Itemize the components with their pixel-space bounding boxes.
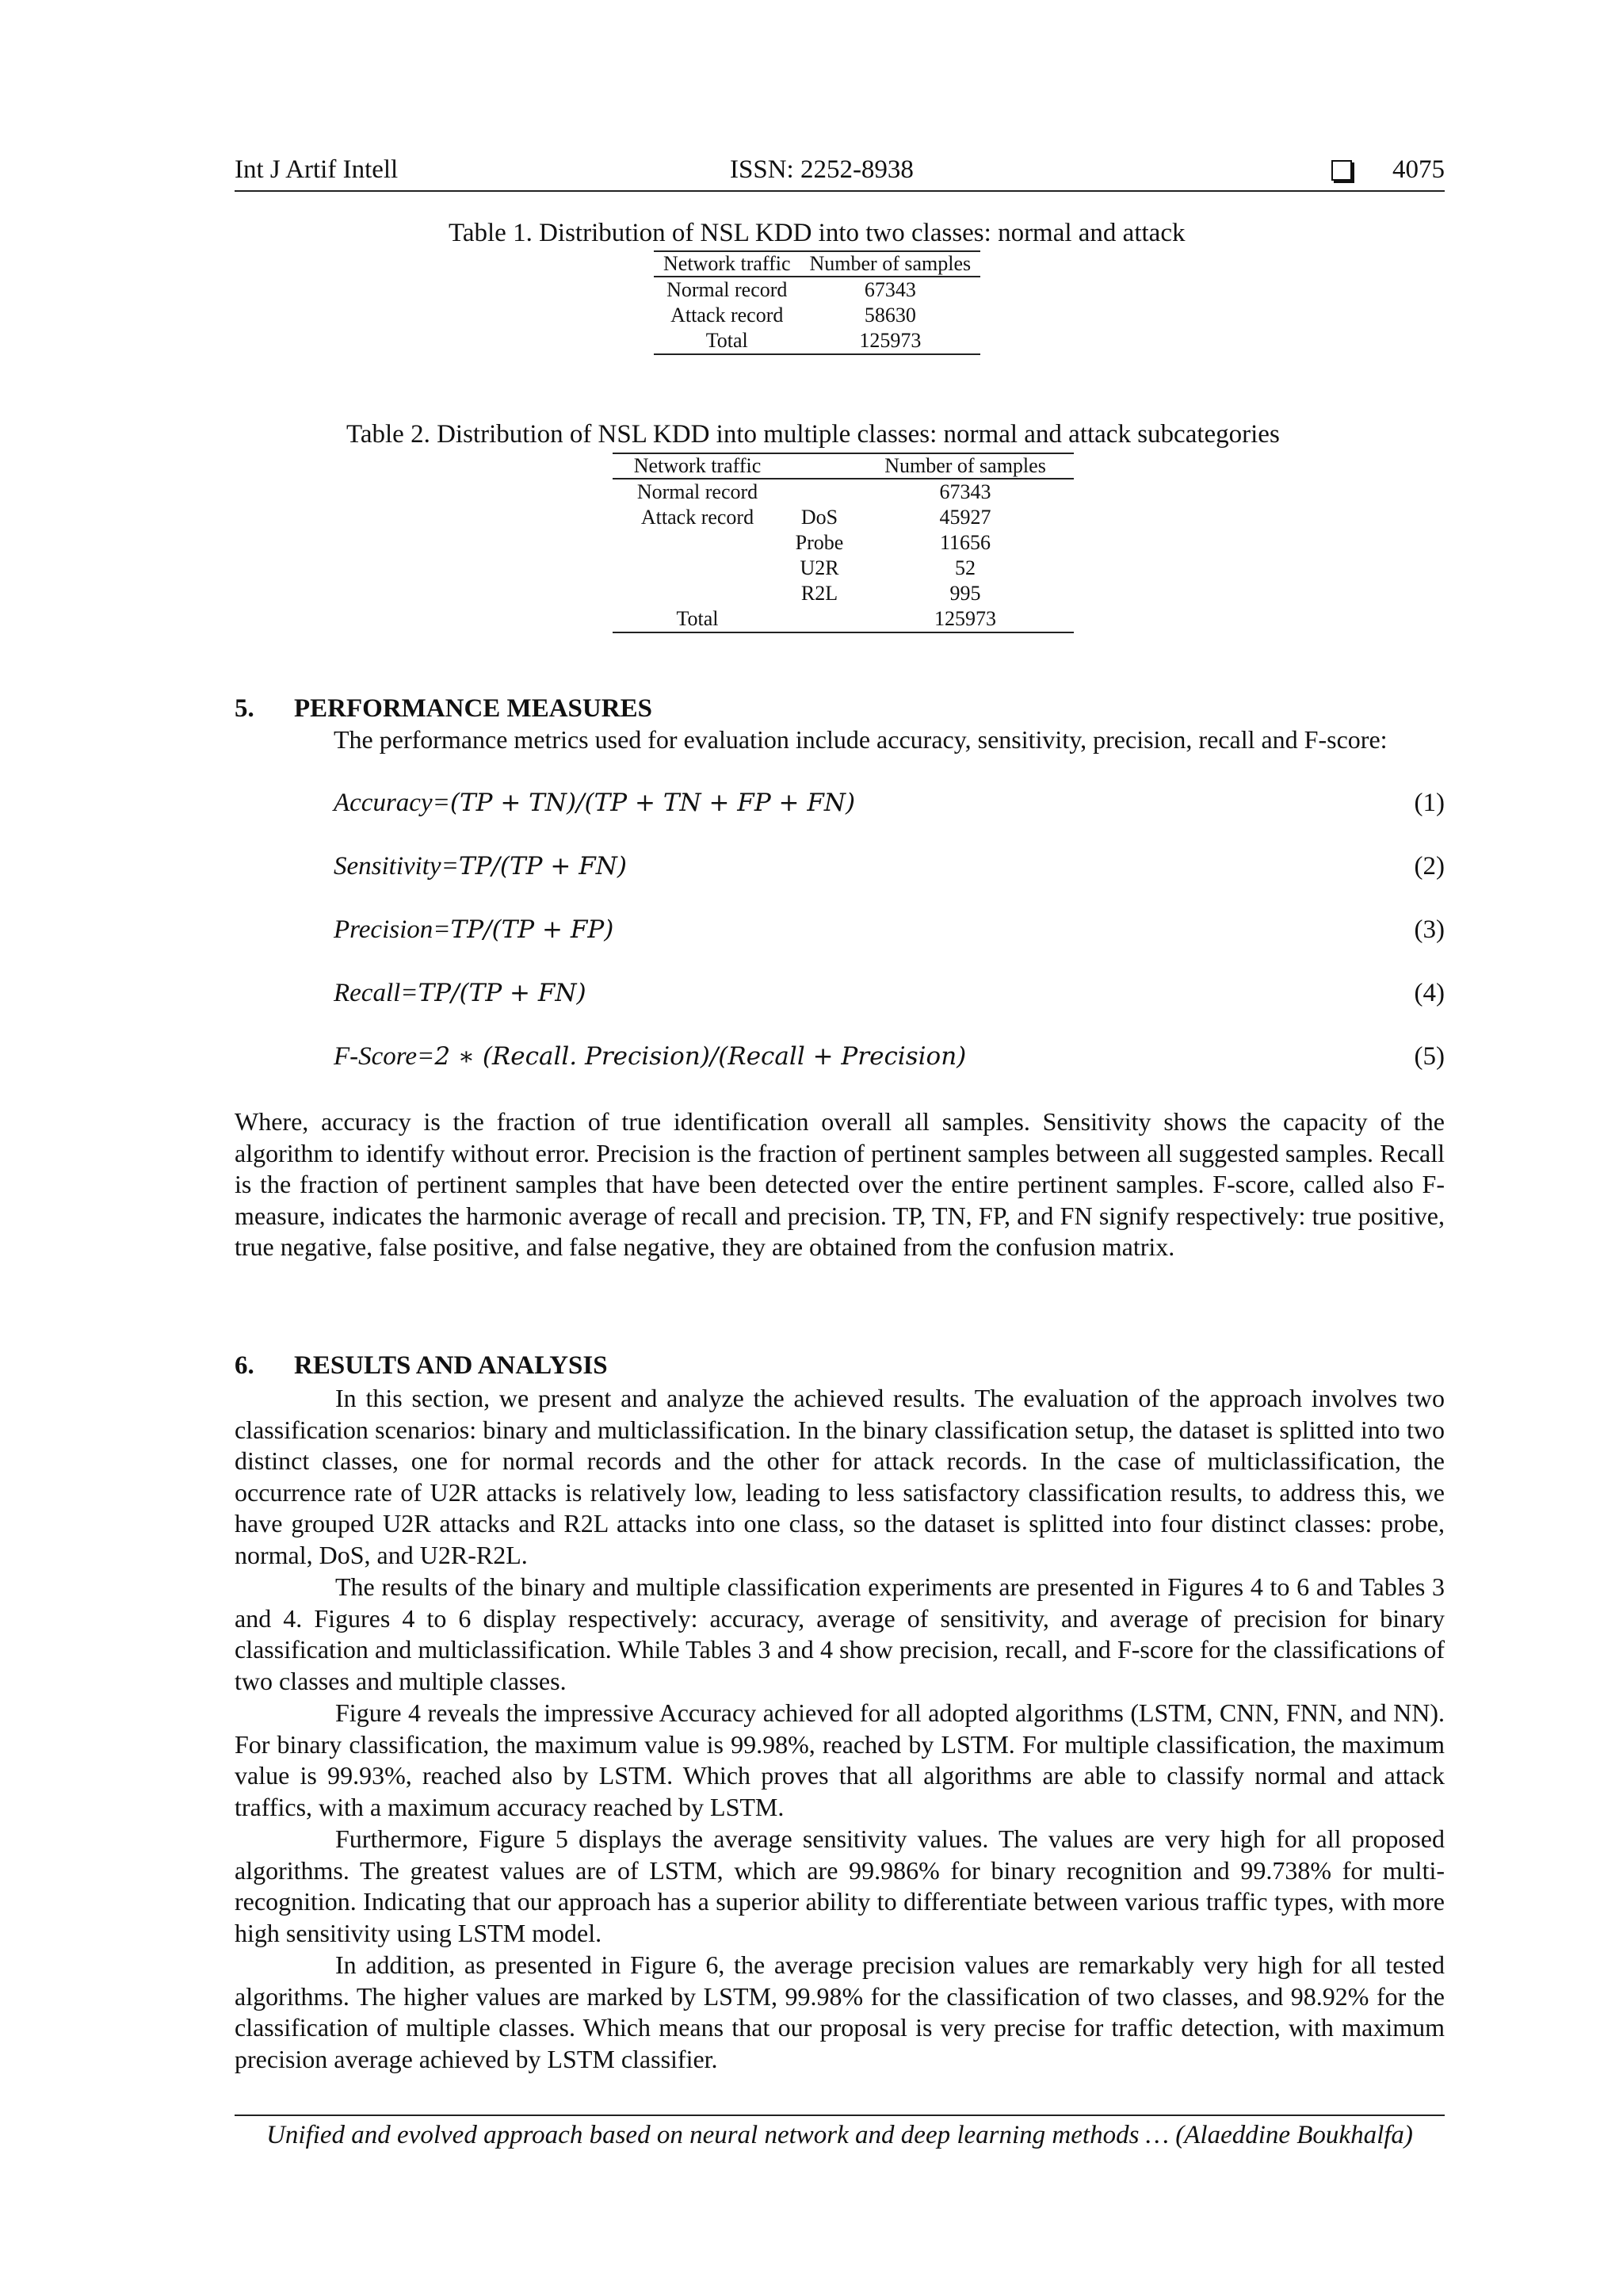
table-cell bbox=[613, 556, 782, 581]
section-title: PERFORMANCE MEASURES bbox=[294, 694, 652, 723]
table-row bbox=[613, 530, 1074, 556]
equation-lhs: Sensitivity= bbox=[334, 852, 459, 881]
table-cell: 52 bbox=[955, 556, 976, 579]
table-cell bbox=[613, 581, 782, 606]
column-header bbox=[782, 453, 857, 479]
table-cell: Total bbox=[654, 328, 800, 354]
table-cell: Normal record bbox=[666, 278, 788, 301]
section-title: RESULTS AND ANALYSIS bbox=[294, 1351, 608, 1380]
table1-caption: Table 1. Distribution of NSL KDD into two classes: normal and attack bbox=[449, 219, 1186, 247]
table-row bbox=[654, 328, 980, 354]
table-row bbox=[654, 303, 980, 328]
equation-2 bbox=[334, 852, 1445, 887]
table-cell: 125973 bbox=[857, 606, 1074, 632]
equation-5 bbox=[334, 1042, 1445, 1077]
table-cell: 995 bbox=[949, 582, 981, 605]
equation-1 bbox=[334, 789, 1445, 823]
equation-rhs: TP/(TP + FN) bbox=[458, 852, 627, 881]
equation-rhs: (TP + TN)/(TP + TN + FP + FN) bbox=[449, 789, 856, 817]
equation-number: (5) bbox=[1414, 1042, 1445, 1071]
equation-lhs: Recall= bbox=[334, 979, 418, 1007]
section5-explanation: Where, accuracy is the fraction of true identification overall all samples. Sensitivity shows the capacity of the algorithm to identify without error. Precision is the fraction of pertinent samples between all suggested samples. Recall is the fraction of pertinent samples that have been detected over the entire pertinent samples. F-score, called also F-measure, indicates the harmonic average of recall and precision. TP, TN, FP, and FN signify respectively: true positive, true negative, false positive, and false negative, they are obtained from the confusion matrix. bbox=[235, 1107, 1445, 1262]
table-cell: 67343 bbox=[864, 278, 916, 301]
table-row bbox=[613, 581, 1074, 606]
table-header-row bbox=[654, 251, 980, 277]
section5-intro: The performance metrics used for evaluation include accuracy, sensitivity, precision, recall and F-score: bbox=[334, 725, 1388, 754]
section6-paragraph-4: Furthermore, Figure 5 displays the average sensitivity values. The values are very high for all proposed algorithms. The greatest values are of LSTM, which are 99.986% for binary recognition and 99.738% for multi-recognition. Indicating that our approach has a superior ability to differentiate between various traffic types, with more high sensitivity using LSTM model. bbox=[235, 1824, 1445, 1947]
table-cell: 58630 bbox=[864, 304, 916, 327]
journal-name: Int J Artif Intell bbox=[235, 155, 399, 184]
column-header: Number of samples bbox=[857, 453, 1074, 479]
table-row bbox=[613, 556, 1074, 581]
equation-number: (2) bbox=[1414, 852, 1445, 881]
equation-lhs: Accuracy= bbox=[334, 789, 450, 817]
issn: ISSN: 2252-8938 bbox=[730, 155, 914, 184]
section6-paragraph-5: In addition, as presented in Figure 6, the average precision values are remarkably very high for all tested algorithms. The higher values are marked by LSTM, 99.98% for the classification of two classes, and 98.92% for the classification of multiple classes. Which means that our proposal is very precise for traffic detection, with maximum precision average achieved by LSTM classifier. bbox=[235, 1950, 1445, 2073]
table-cell: R2L bbox=[800, 582, 838, 605]
table-cell: 125973 bbox=[800, 328, 981, 354]
table-row bbox=[613, 479, 1074, 505]
section-number: 6. bbox=[235, 1351, 254, 1380]
equation-4 bbox=[334, 979, 1445, 1014]
table-cell: Probe bbox=[795, 531, 844, 554]
equation-rhs: 2 ∗ (Recall. Precision)/(Recall + Precision) bbox=[434, 1042, 967, 1071]
table-cell: DoS bbox=[800, 506, 838, 529]
equation-number: (3) bbox=[1414, 915, 1445, 944]
equation-number: (4) bbox=[1414, 979, 1445, 1007]
table-cell: Attack record bbox=[670, 304, 784, 327]
running-header bbox=[235, 155, 1445, 192]
section6-paragraph-1: In this section, we present and analyze the achieved results. The evaluation of the approach involves two classification scenarios: binary and multiclassification. In the binary classification setup, the dataset is splitted into two distinct classes, one for normal records and the other for attack records. In the case of multiclassification, the occurrence rate of U2R attacks is relatively low, leading to less satisfactory classification results, to address this, we have grouped U2R attacks and R2L attacks into one class, so the dataset is splitted into four distinct classes: probe, normal, DoS, and U2R-R2L. bbox=[235, 1384, 1445, 1569]
section6-heading bbox=[235, 1351, 608, 1381]
table-cell: U2R bbox=[800, 556, 839, 579]
table-cell: 45927 bbox=[939, 506, 991, 529]
column-header: Number of samples bbox=[800, 251, 981, 277]
table-row bbox=[613, 606, 1074, 632]
table2 bbox=[613, 453, 1074, 633]
equation-rhs: TP/(TP + FP) bbox=[450, 915, 614, 944]
table-cell bbox=[782, 479, 857, 505]
table-cell: Attack record bbox=[640, 506, 754, 529]
square-icon bbox=[1331, 160, 1352, 181]
equation-rhs: TP/(TP + FN) bbox=[418, 979, 586, 1007]
table2-caption: Table 2. Distribution of NSL KDD into multiple classes: normal and attack subcategories bbox=[346, 420, 1280, 449]
equation-lhs: F-Score= bbox=[334, 1042, 435, 1071]
column-header: Network traffic bbox=[613, 453, 782, 479]
table-cell: Normal record bbox=[636, 480, 758, 503]
table-row bbox=[613, 505, 1074, 530]
section5-heading bbox=[235, 694, 652, 724]
table-header-row bbox=[613, 453, 1074, 479]
table-cell: 67343 bbox=[939, 480, 991, 503]
page-number: 4075 bbox=[1392, 155, 1445, 184]
equation-3 bbox=[334, 915, 1445, 950]
column-header: Network traffic bbox=[654, 251, 800, 277]
table-cell: Total bbox=[613, 606, 782, 632]
table1 bbox=[654, 250, 980, 355]
section-number: 5. bbox=[235, 694, 254, 723]
section6-paragraph-3: Figure 4 reveals the impressive Accuracy achieved for all adopted algorithms (LSTM, CNN, FNN, and NN). For binary classification, the maximum value is 99.98%, reached by LSTM. For multiple classification, the maximum value is 99.93%, reached also by LSTM. Which proves that all algorithms are able to classify normal and attack traffics, with a maximum accuracy reached by LSTM. bbox=[235, 1698, 1445, 1821]
section6-paragraph-2: The results of the binary and multiple classification experiments are presented in Figures 4 to 6 and Tables 3 and 4. Figures 4 to 6 display respectively: accuracy, average of sensitivity, and average of precision for binary classification and multiclassification. While Tables 3 and 4 show precision, recall, and F-score for the classifications of two classes and multiple classes. bbox=[235, 1572, 1445, 1695]
equation-lhs: Precision= bbox=[334, 915, 451, 944]
running-footer: Unified and evolved approach based on neural network and deep learning methods … (Alaeddine Boukhalfa) bbox=[235, 2115, 1445, 2150]
table-row bbox=[654, 277, 980, 303]
table-cell: 11656 bbox=[939, 531, 991, 554]
table-cell bbox=[613, 530, 782, 556]
table-cell bbox=[782, 606, 857, 632]
equation-number: (1) bbox=[1414, 789, 1445, 817]
